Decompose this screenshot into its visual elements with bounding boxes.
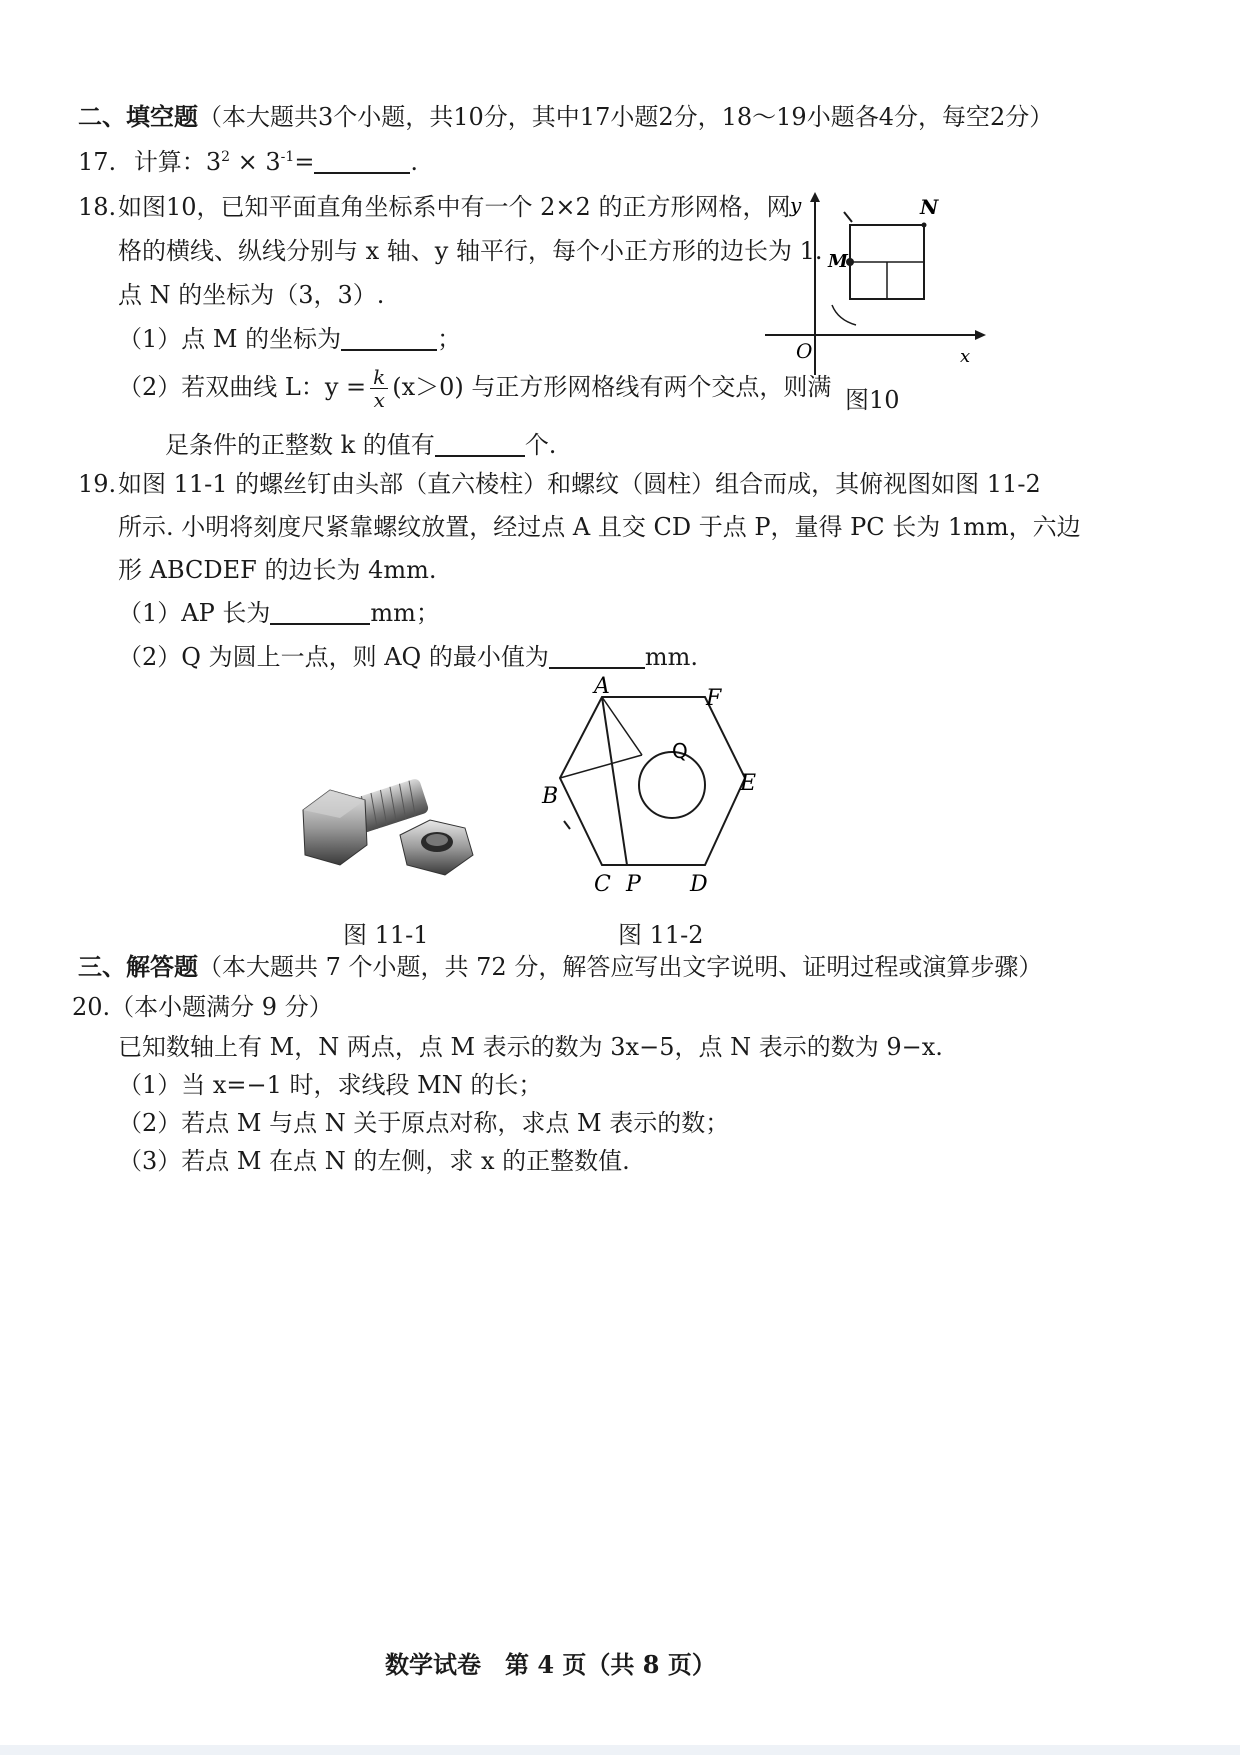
q19-line-2: 所示. 小明将刻度尺紧靠螺纹放置，经过点 A 且交 CD 于点 P，量得 PC 长为 1mm，六边 xyxy=(118,513,1081,541)
hex-nut xyxy=(400,820,473,875)
q18-part-1-text: （1）点 M 的坐标为 xyxy=(118,325,342,353)
label-c: C xyxy=(594,872,611,897)
q17-base1: 3 xyxy=(205,148,222,176)
q18-part-2-text-b: (x＞0) 与正方形网格线有两个交点，则满 xyxy=(392,373,832,401)
q20-part-2: （2）若点 M 与点 N 关于原点对称，求点 M 表示的数； xyxy=(118,1109,730,1137)
q18-frac-numerator: k xyxy=(370,366,388,389)
q18-part-1-end: ； xyxy=(437,325,462,353)
q18-part-2-text-c: 足条件的正整数 k 的值有 xyxy=(165,431,435,459)
q18-fraction xyxy=(370,366,388,411)
q17-exp1: 2 xyxy=(221,149,231,165)
q20-number: 20. xyxy=(72,993,111,1021)
bottom-strip xyxy=(0,1745,1240,1755)
q18-part-2-text-a: （2）若双曲线 L：y = xyxy=(118,373,367,401)
q19-part-2-blank[interactable] xyxy=(549,643,645,669)
q19-line-3: 形 ABCDEF 的边长为 4mm. xyxy=(118,556,437,584)
label-a: A xyxy=(594,675,610,699)
page-footer xyxy=(385,1648,716,1682)
q18-line-3: 点 N 的坐标为（3，3）. xyxy=(118,281,385,309)
section-3-note: （本大题共 7 个小题，共 72 分，解答应写出文字说明、证明过程或演算步骤） xyxy=(198,953,1043,981)
section-2-title: 二、填空题 xyxy=(78,102,198,131)
figure-11-2-caption: 图 11-2 xyxy=(618,921,704,949)
footer-subject: 数学试卷 xyxy=(385,1650,481,1679)
y-axis-label: y xyxy=(790,193,802,217)
q18-line-2: 格的横线、纵线分别与 x 轴、y 轴平行，每个小正方形的边长为 1. xyxy=(118,237,823,265)
q20-stem: 已知数轴上有 M，N 两点，点 M 表示的数为 3x−5，点 N 表示的数为 9−x. xyxy=(118,1033,943,1061)
q19-part-1 xyxy=(118,596,440,630)
q17-number: 17. xyxy=(78,148,117,176)
origin-label: O xyxy=(796,339,813,363)
curve-fragment xyxy=(832,305,856,325)
q17-times: × xyxy=(230,148,266,176)
label-p: P xyxy=(626,872,641,897)
q17-end: . xyxy=(410,148,419,176)
q17-eq: = xyxy=(294,148,315,176)
q17-answer-blank[interactable] xyxy=(314,148,410,174)
label-d: D xyxy=(690,872,708,897)
q19-part-1-text: （1）AP 长为 xyxy=(118,599,271,627)
section-2-heading xyxy=(78,100,1053,134)
ruler-line-ap xyxy=(602,697,627,865)
segment-a-to-circle xyxy=(602,697,642,755)
n-label: N xyxy=(920,195,939,219)
y-axis-arrow xyxy=(810,192,820,202)
question-17 xyxy=(78,145,418,179)
label-e: E xyxy=(740,771,757,796)
q17-exp2: -1 xyxy=(280,149,295,165)
q20-score: （本小题满分 9 分） xyxy=(110,993,333,1021)
q18-line-1: 如图10，已知平面直角坐标系中有一个 2×2 的正方形网格，网 xyxy=(118,193,791,221)
label-q: Q xyxy=(672,739,688,763)
q17-label: 计算： xyxy=(133,148,206,176)
q19-part-2 xyxy=(118,640,698,674)
q19-line-1: 如图 11-1 的螺丝钉由头部（直六棱柱）和螺纹（圆柱）组合而成，其俯视图如图 11-2 xyxy=(118,470,1041,498)
tick-mark xyxy=(564,821,570,829)
question-19-number: 19. xyxy=(78,470,117,498)
q18-part-2-end: 个. xyxy=(524,431,557,459)
q18-part-1 xyxy=(118,322,461,356)
q18-part-2-continue xyxy=(165,428,556,462)
question-18-number: 18. xyxy=(78,193,117,221)
section-3-heading xyxy=(78,950,1042,984)
label-f: F xyxy=(706,686,722,711)
x-axis-label: x xyxy=(960,346,971,367)
q18-part-2 xyxy=(118,366,831,411)
figure-11-2 xyxy=(530,675,780,900)
m-label: M xyxy=(828,251,848,272)
point-n xyxy=(922,223,927,228)
tick-mark xyxy=(844,212,852,222)
section-3-title: 三、解答题 xyxy=(78,952,198,981)
q17-base2: 3 xyxy=(265,148,281,176)
q19-part-1-end: mm； xyxy=(370,599,440,627)
q20-part-1: （1）当 x=−1 时，求线段 MN 的长； xyxy=(118,1071,543,1099)
label-b: B xyxy=(542,784,559,809)
hexagon-abcdef xyxy=(560,697,745,865)
x-axis-arrow xyxy=(975,330,986,340)
q19-part-2-end: mm. xyxy=(644,643,698,671)
figure-11-1-screw-illustration xyxy=(295,760,480,890)
figure-11-1-caption: 图 11-1 xyxy=(343,921,429,949)
q19-part-1-blank[interactable] xyxy=(270,599,370,625)
segment-b-to-circle xyxy=(560,755,642,778)
section-2-note: （本大题共3个小题，共10分，其中17小题2分，18～19小题各4分，每空2分） xyxy=(198,103,1054,131)
q20-part-3: （3）若点 M 在点 N 的左侧，求 x 的正整数值. xyxy=(118,1147,630,1175)
q18-part-1-blank[interactable] xyxy=(341,325,437,351)
q18-part-2-blank[interactable] xyxy=(435,431,525,457)
footer-page-number: 第 4 页（共 8 页） xyxy=(505,1650,716,1679)
q18-frac-denominator: x xyxy=(373,388,385,412)
question-20-header xyxy=(72,990,333,1024)
q19-part-2-text: （2）Q 为圆上一点，则 AQ 的最小值为 xyxy=(118,643,549,671)
figure-10-caption: 图10 xyxy=(845,386,900,414)
